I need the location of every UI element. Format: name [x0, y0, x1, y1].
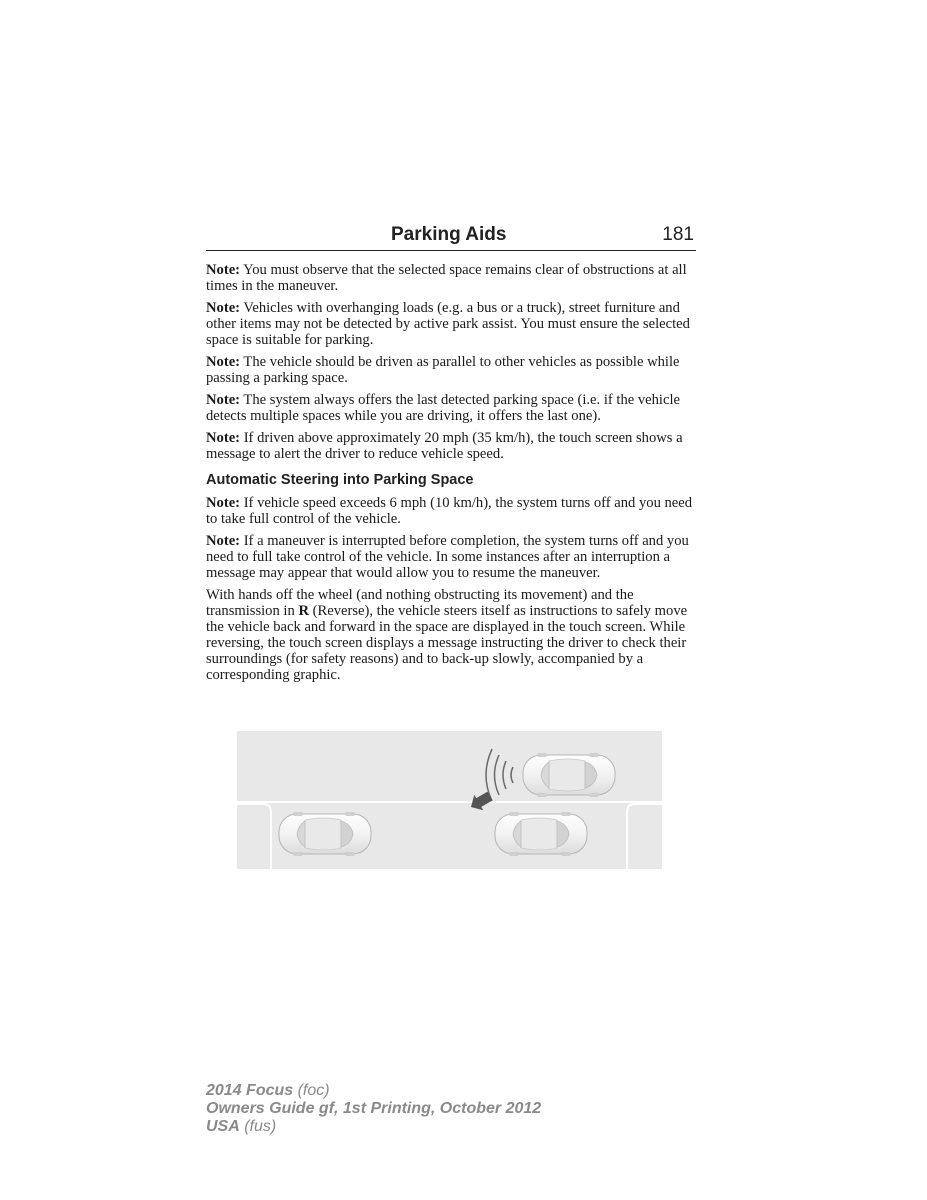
note-label: Note: [206, 392, 241, 408]
note-text: If vehicle speed exceeds 6 mph (10 km/h), the system turns off and you need to take full control of the vehicle. [206, 495, 693, 527]
paragraph-text: (Reverse), the vehicle steers itself as instructions to safely move the vehicle back and forward in the space are displayed in the touch screen. While reversing, the touch screen displays a message instructing the driver to check their surroundings (for safety reasons) and to back-up slowly, accompanied by a corresponding graphic. [206, 603, 688, 683]
note-label: Note: [206, 533, 241, 549]
reverse-gear-label: R [298, 603, 309, 619]
note-text: Vehicles with overhanging loads (e.g. a bus or a truck), street furniture and other items may not be detected by active park assist. You must ensure the selected space is suitable for parking. [206, 300, 690, 348]
footer-line-2: Owners Guide gf, 1st Printing, October 2012 [206, 1100, 542, 1117]
page-title: Parking Aids [391, 224, 507, 245]
footer-line-1 [206, 1082, 541, 1100]
note-paragraph [206, 495, 698, 527]
note-text: You must observe that the selected space remains clear of obstructions at all times in the maneuver. [206, 262, 687, 294]
parked-car-right [495, 812, 587, 856]
paragraph-text: With hands off the wheel (and nothing obstructing its movement) and the transmission in [206, 587, 634, 619]
parked-car-left [279, 812, 371, 856]
note-label: Note: [206, 495, 241, 511]
note-paragraph [206, 262, 698, 294]
footer-model: 2014 Focus [206, 1082, 294, 1099]
reversing-car [523, 753, 615, 797]
page-number: 181 [662, 224, 694, 245]
section-heading: Automatic Steering into Parking Space [206, 472, 474, 488]
page-footer [206, 1082, 541, 1136]
note-paragraph [206, 533, 698, 581]
footer-model-code: (foc) [293, 1082, 330, 1099]
footer-market: USA [206, 1118, 240, 1135]
note-text: If a maneuver is interrupted before completion, the system turns off and you need to full take control of the vehicle. In some instances after an interruption a message may appear that would allow you to resume the maneuver. [206, 533, 689, 581]
parking-illustration [237, 731, 662, 869]
note-label: Note: [206, 262, 241, 278]
note-label: Note: [206, 354, 241, 370]
note-text: The system always offers the last detected parking space (i.e. if the vehicle detects multiple spaces while you are driving, it offers the last one). [206, 392, 680, 424]
instruction-paragraph [206, 587, 698, 683]
note-label: Note: [206, 300, 241, 316]
footer-market-code: (fus) [239, 1118, 277, 1135]
note-text: If driven above approximately 20 mph (35 km/h), the touch screen shows a message to alert the driver to reduce vehicle speed. [206, 430, 683, 462]
note-paragraph [206, 430, 698, 462]
note-text: The vehicle should be driven as parallel to other vehicles as possible while passing a parking space. [206, 354, 680, 386]
page-header [206, 222, 696, 251]
note-paragraph [206, 354, 698, 386]
footer-line-3 [206, 1118, 541, 1136]
body-text [206, 262, 698, 689]
note-paragraph [206, 300, 698, 348]
note-label: Note: [206, 430, 241, 446]
note-paragraph [206, 392, 698, 424]
